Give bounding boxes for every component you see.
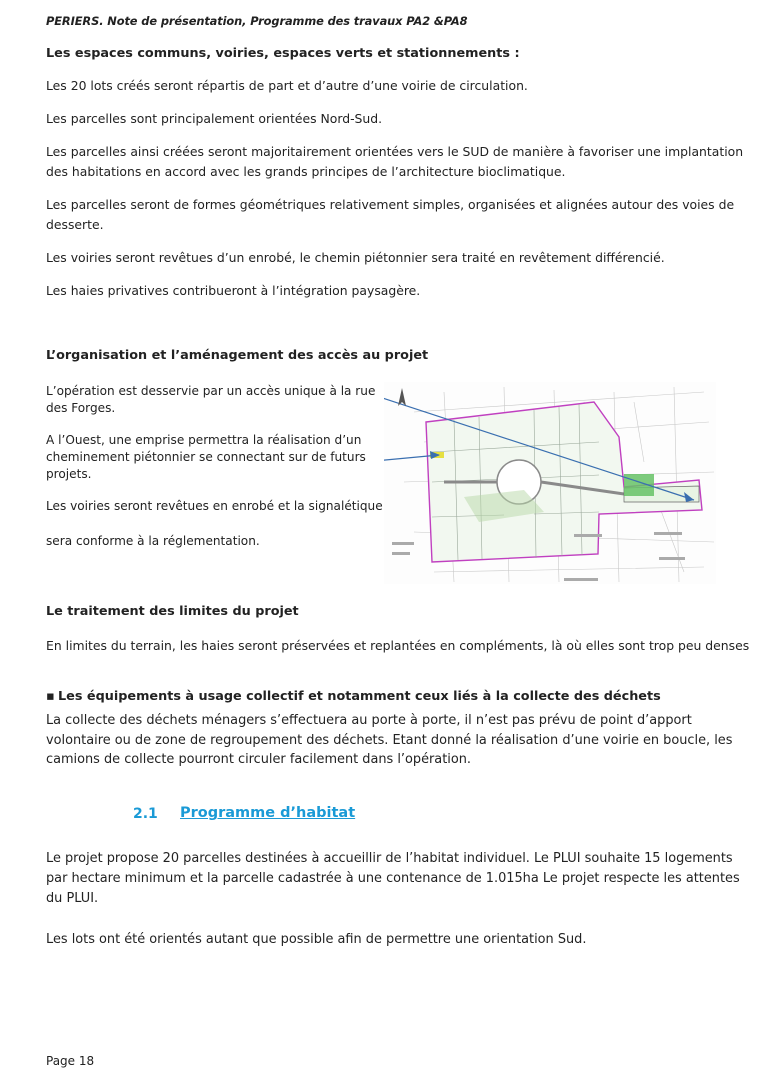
paragraph-formes-line1: Les parcelles seront de formes géométriques relativement simples, organisées et alignées autour des voies de (46, 197, 735, 212)
paragraph-orientation-sud: Les lots ont été orientés autant que possible afin de permettre une orientation Sud. (46, 932, 587, 947)
text-ouest-line2: cheminement piétonnier se connectant sur de futurs (46, 450, 366, 464)
text-acces-line2: des Forges. (46, 401, 116, 415)
site-plan-image (384, 382, 716, 584)
paragraph-lots: Les 20 lots créés seront répartis de part et d’autre d’une voirie de circulation. (46, 78, 528, 93)
paragraph-formes-line2: desserte. (46, 217, 104, 232)
paragraph-limites: En limites du terrain, les haies seront préservées et replantées en compléments, là où elles sont trop peu denses (46, 638, 750, 653)
heading-organisation-acces: L’organisation et l’aménagement des accès au projet (46, 348, 429, 363)
document-header: PERIERS. Note de présentation, Programme des travaux PA2 &PA8 (46, 14, 468, 28)
section-title-programme-habitat: Programme d’habitat (180, 805, 356, 821)
paragraph-programme-line3: du PLUI. (46, 891, 99, 906)
paragraph-programme-line1: Le projet propose 20 parcelles destinées à accueillir de l’habitat individuel. Le PLUI souhaite 15 logements (46, 851, 733, 866)
section-number: 2.1 (133, 806, 158, 822)
text-ouest-line1: A l’Ouest, une emprise permettra la réalisation d’un (46, 433, 362, 447)
paragraph-orientation: Les parcelles sont principalement orientées Nord-Sud. (46, 111, 383, 126)
heading-traitement-limites: Le traitement des limites du projet (46, 604, 299, 619)
bullet-icon: ▪ (46, 689, 55, 704)
text-voiries-line1: Les voiries seront revêtues en enrobé et la signalétique (46, 499, 383, 513)
paragraph-collecte-line2: volontaire ou de zone de regroupement des déchets. Etant donné la réalisation d’une voirie en boucle, les (46, 733, 733, 748)
paragraph-programme-line2: par hectare minimum et la parcelle cadastrée à une contenance de 1.015ha Le projet respecte les attentes (46, 871, 740, 886)
page-number: Page 18 (46, 1054, 95, 1068)
text-acces-line1: L’opération est desservie par un accès unique à la rue (46, 384, 376, 398)
heading-espaces-communs: Les espaces communs, voiries, espaces verts et stationnements : (46, 46, 520, 61)
text-ouest-line3: projets. (46, 467, 92, 481)
paragraph-haies: Les haies privatives contribueront à l’intégration paysagère. (46, 283, 421, 298)
paragraph-sud-line1: Les parcelles ainsi créées seront majoritairement orientées vers le SUD de manière à favoriser une implantation (46, 144, 744, 159)
paragraph-collecte-line3: camions de collecte pourront circuler facilement dans l’opération. (46, 752, 471, 767)
paragraph-sud-line2: des habitations en accord avec les grands principes de l’architecture bioclimatique. (46, 164, 566, 179)
heading-equipements: Les équipements à usage collectif et notamment ceux liés à la collecte des déchets (58, 689, 661, 704)
paragraph-voiries: Les voiries seront revêtues d’un enrobé, le chemin piétonnier sera traité en revêtement différencié. (46, 250, 665, 265)
text-voiries-line2: sera conforme à la réglementation. (46, 534, 260, 548)
paragraph-collecte-line1: La collecte des déchets ménagers s’effectuera au porte à porte, il n’est pas prévu de point d’apport (46, 713, 692, 728)
